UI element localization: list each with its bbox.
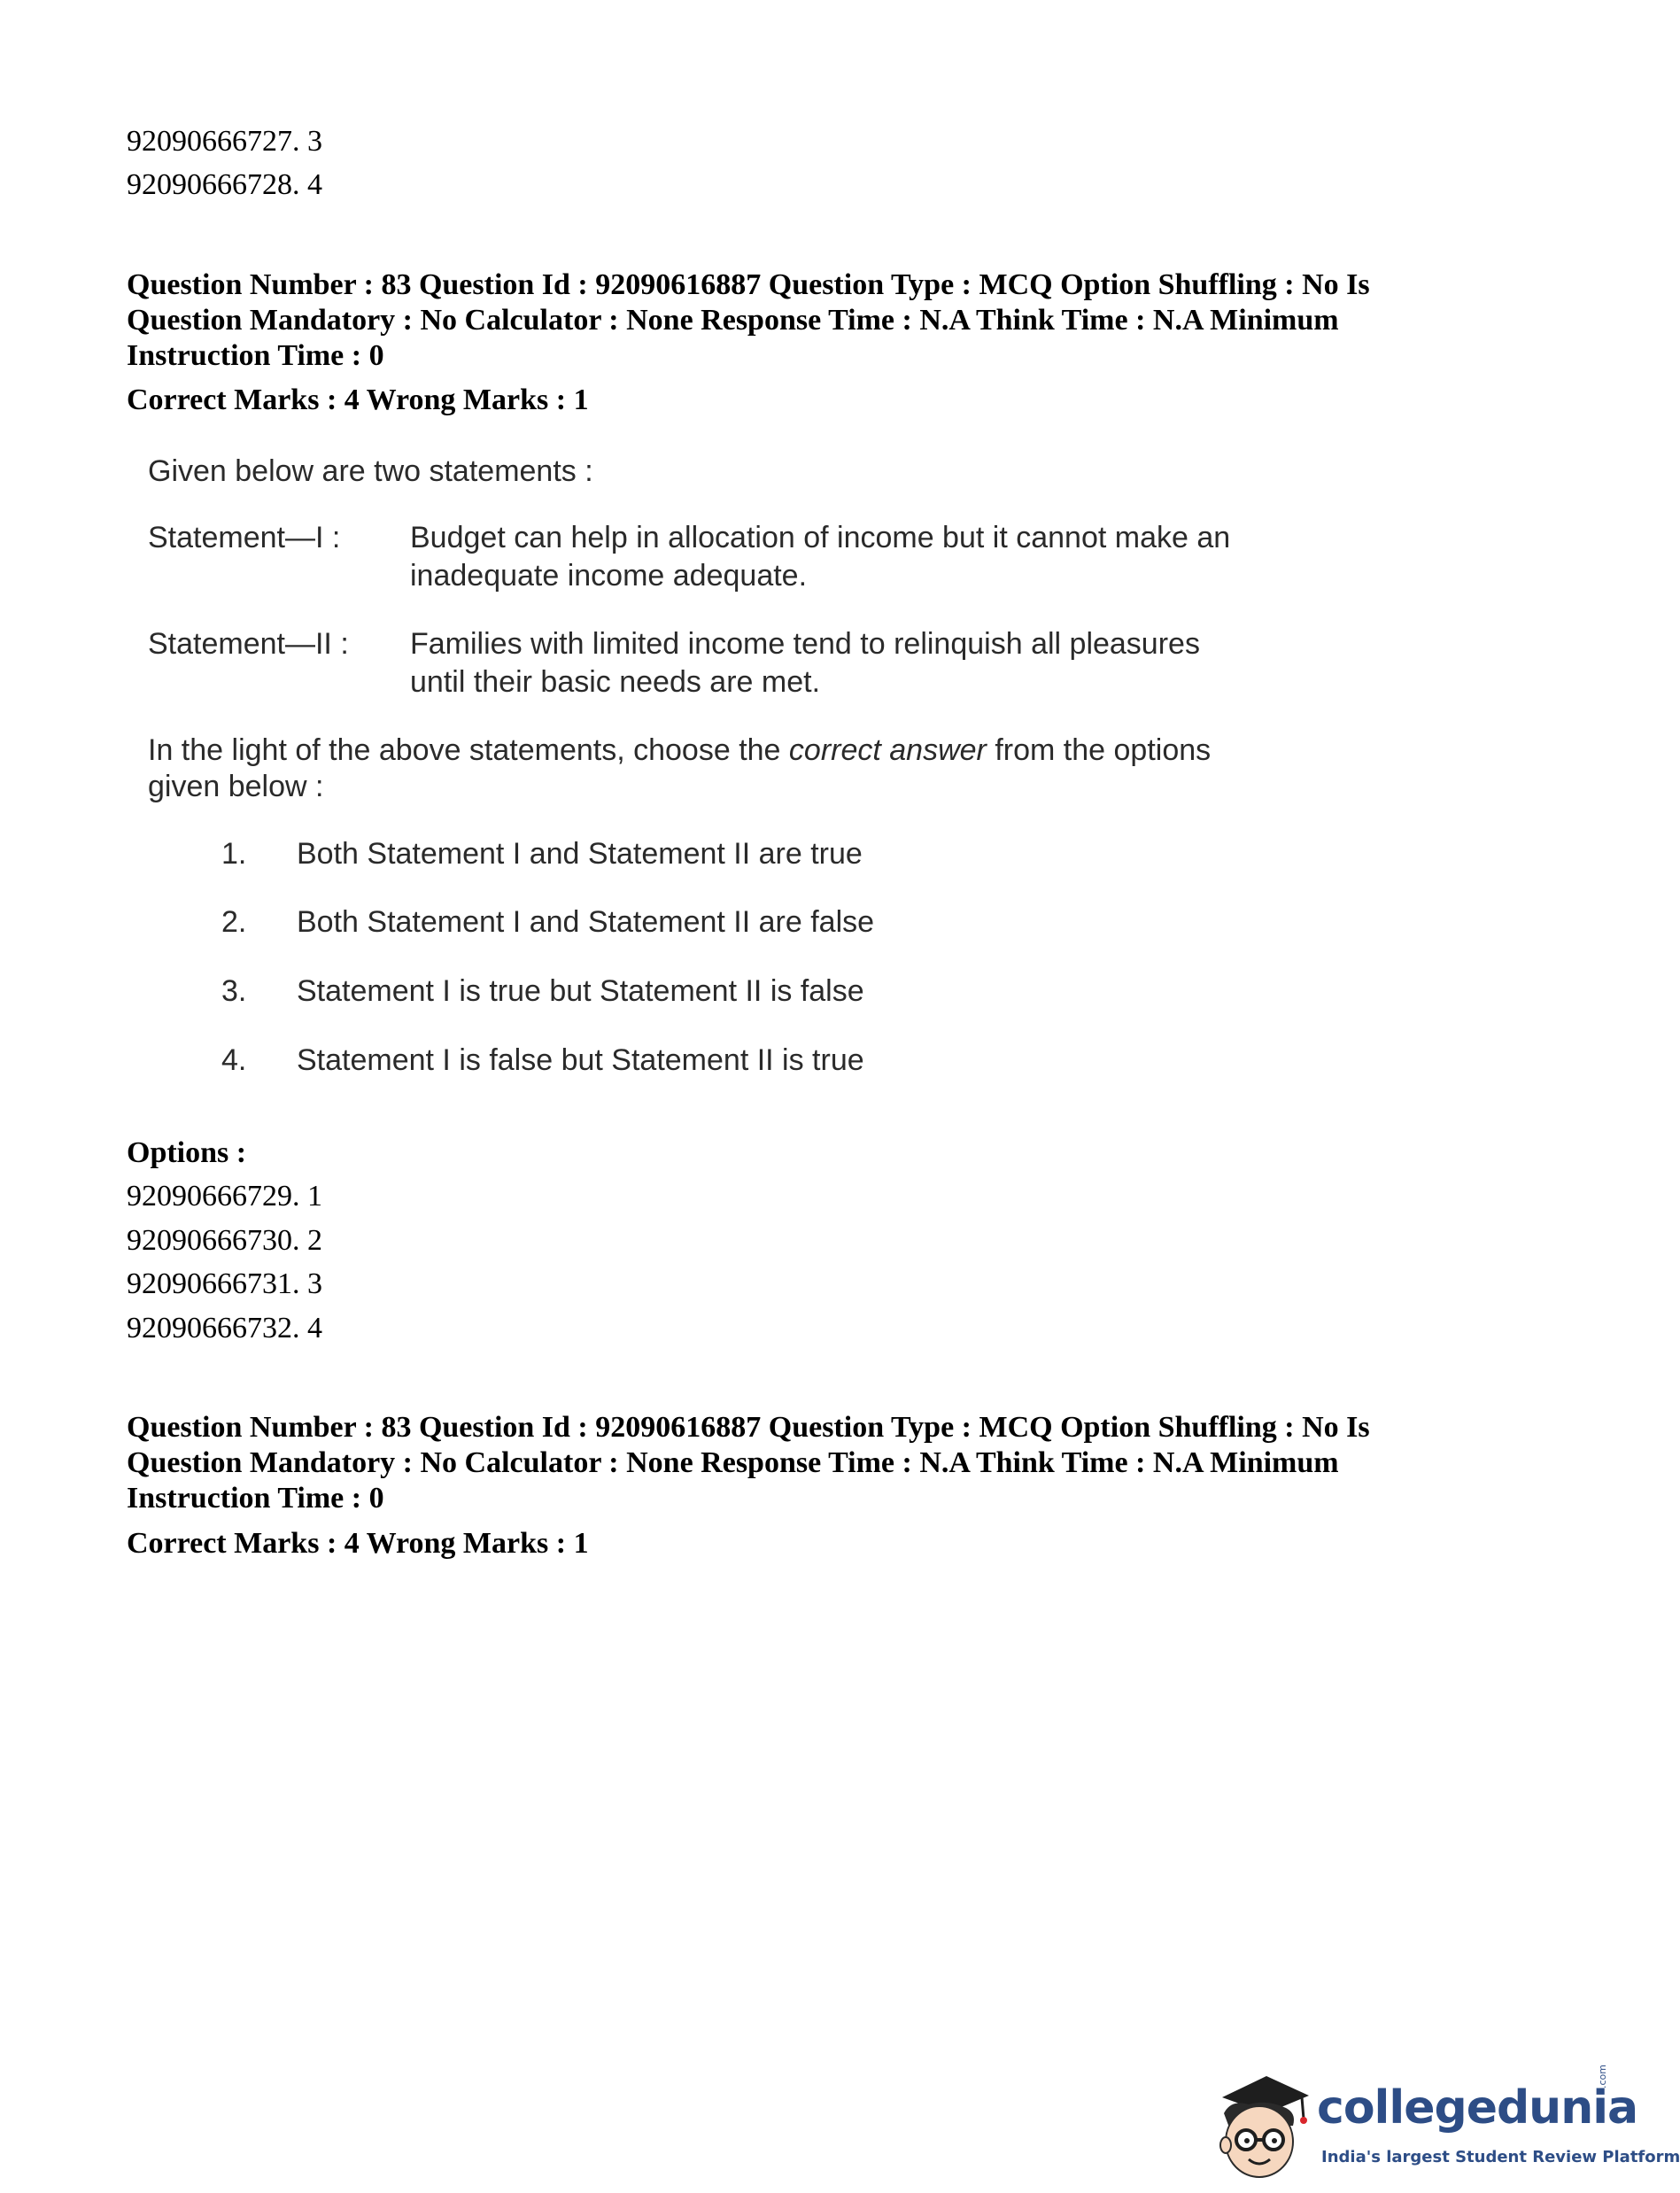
statement-2-text: until their basic needs are met. [410,665,821,699]
question-meta-line: Question Mandatory : No Calculator : None Response Time : N.A Think Time : N.A Minimum [127,1446,1339,1479]
mascot-icon [1204,2064,1320,2188]
question-meta [127,1410,1473,1516]
option-line: 92090666729. 1 [127,1180,322,1213]
brand-dotcom: .com [1597,2065,1608,2088]
statement-1-label: Statement—I : [148,521,341,554]
question-meta [127,267,1473,374]
option-line: 92090666728. 4 [127,168,322,201]
choice-number: 3. [221,974,247,1008]
option-line: 92090666730. 2 [127,1224,322,1257]
statement-2-text: Families with limited income tend to relinquish all pleasures [410,627,1200,661]
brand-name: collegedunia [1317,2081,1638,2135]
choice-number: 1. [221,837,247,871]
instruction-text: In the light of the above statements, choose the correct answer from the options [148,733,1212,767]
options-heading: Options : [127,1136,247,1169]
question-image [133,443,1284,1089]
option-line: 92090666731. 3 [127,1267,322,1300]
question-meta-line: Instruction Time : 0 [127,1482,384,1515]
statement-1-text: Budget can help in allocation of income but it cannot make an [410,521,1231,554]
choice-number: 2. [221,905,247,939]
choice-text: Statement I is false but Statement II is true [297,1043,864,1077]
statement-1-text: inadequate income adequate. [410,559,808,593]
instruction-text: given below : [148,770,324,803]
choice-number: 4. [221,1043,247,1077]
choice-text: Both Statement I and Statement II are false [297,905,875,939]
choice-text: Both Statement I and Statement II are true [297,837,863,871]
question-marks: Correct Marks : 4 Wrong Marks : 1 [127,1527,589,1560]
question-meta-line: Question Number : 83 Question Id : 92090616887 Question Type : MCQ Option Shuffling : No Is [127,268,1370,301]
collegedunia-logo[interactable] [1204,2064,1680,2188]
brand-tagline: India's largest Student Review Platform [1321,2148,1680,2166]
choice-text: Statement I is true but Statement II is false [297,974,864,1008]
question-intro: Given below are two statements : [148,454,593,488]
option-line: 92090666732. 4 [127,1312,322,1344]
question-meta-line: Instruction Time : 0 [127,339,384,372]
question-meta-line: Question Number : 83 Question Id : 92090616887 Question Type : MCQ Option Shuffling : No Is [127,1411,1370,1444]
question-marks: Correct Marks : 4 Wrong Marks : 1 [127,384,589,416]
option-line: 92090666727. 3 [127,125,322,158]
statement-2-label: Statement—II : [148,627,349,661]
question-meta-line: Question Mandatory : No Calculator : None Response Time : N.A Think Time : N.A Minimum [127,304,1339,337]
